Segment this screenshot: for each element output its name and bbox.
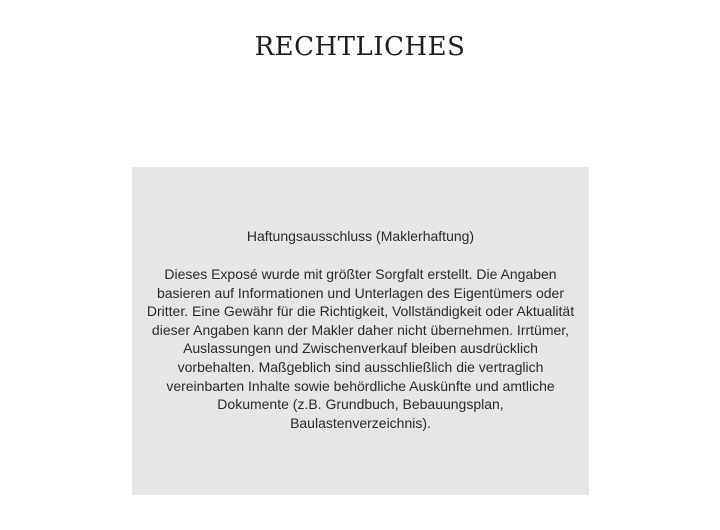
- disclaimer-heading: Haftungsausschluss (Maklerhaftung): [246, 228, 475, 244]
- page-title: RECHTLICHES: [254, 32, 466, 62]
- disclaimer-box: [132, 167, 589, 495]
- disclaimer-body: Dieses Exposé wurde mit größter Sorgfalt erstellt. Die Angaben basieren auf Informationen und Unterlagen des Eigentümers oder Dritter. Eine Gewähr für die Richtigkeit, Vollständigkeit oder Aktualität dieser Angaben kann der Makler daher nicht übernehmen. Irrtümer, Auslassungen und Zwischenverkauf bleiben ausdrücklich vorbehalten. Maßgeblich sind ausschließlich die vertraglich vereinbarten Inhalte sowie behördliche Auskünfte und amtliche Dokumente (z.B. Grundbuch, Bebauungsplan, Baulastenverzeichnis).: [146, 266, 575, 431]
